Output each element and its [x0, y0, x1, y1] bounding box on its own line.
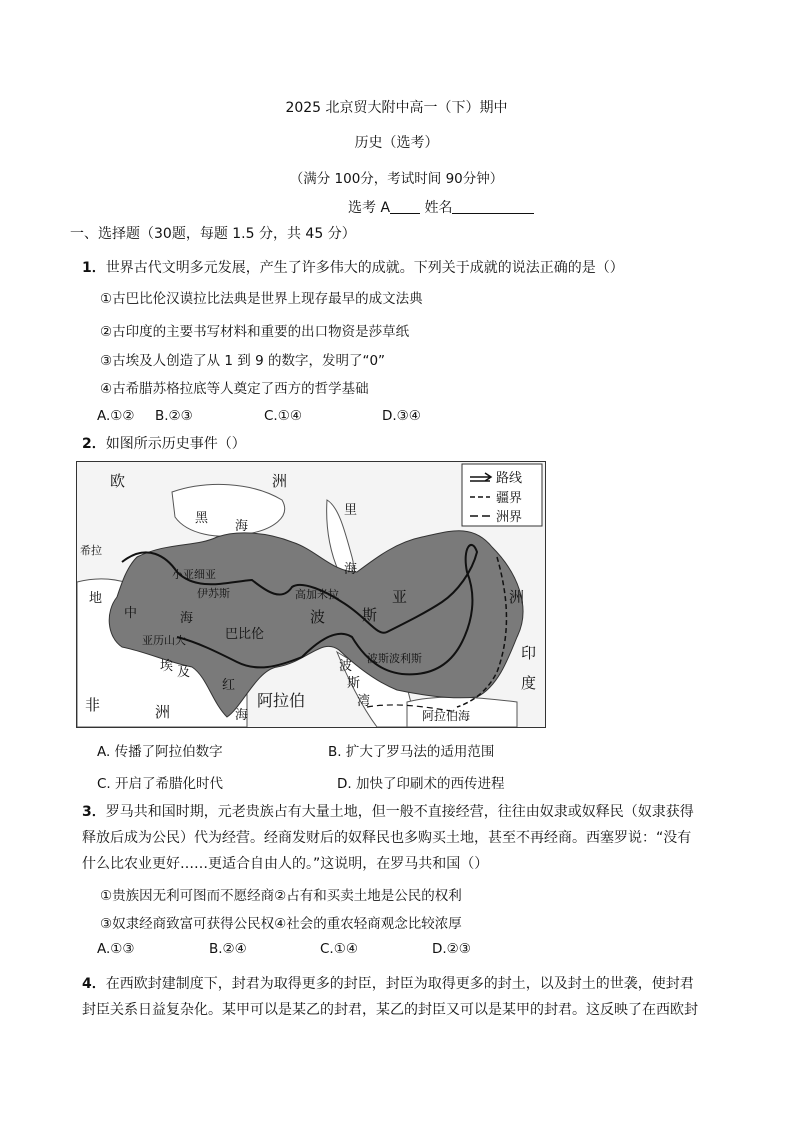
name-blank: [452, 199, 534, 214]
q1-text: 世界古代文明多元发展，产生了许多伟大的成就。下列关于成就的说法正确的是（）: [105, 260, 624, 276]
q1-choice-d: D.③④: [382, 408, 421, 424]
label-hai4: 海: [235, 708, 249, 723]
q2-number: 2．: [82, 436, 106, 452]
legend-route-label: 路线: [496, 471, 523, 486]
label-yisusi: 伊苏斯: [197, 587, 230, 600]
q1-item-3: ③古埃及人创造了从 1 到 9 的数字，发明了“0”: [100, 353, 386, 369]
label-alabo: 阿拉伯: [257, 691, 306, 710]
candidate-blank: [390, 199, 420, 214]
q1-item-2: ②古印度的主要书写材料和重要的出口物资是莎草纸: [100, 324, 410, 340]
exam-title: 2025 北京贸大附中高一（下）期中: [285, 100, 508, 116]
q1-stem: [82, 254, 624, 282]
q2-stem: [82, 430, 246, 458]
exam-note: （满分 100分，考试时间 90分钟）: [289, 171, 504, 187]
label-bo2: 波: [339, 659, 353, 674]
q1-item-4: ④古希腊苏格拉底等人奠定了西方的哲学基础: [100, 381, 369, 397]
label-zhou1: 洲: [272, 472, 288, 490]
label-du: 度: [521, 674, 537, 692]
label-alabohai: 阿拉伯海: [422, 709, 471, 723]
label-zhou3: 洲: [155, 703, 171, 721]
label-gaojia: 高加米拉: [295, 588, 339, 601]
q1-choice-b: B.②③: [155, 408, 193, 424]
label-hai1: 海: [235, 519, 249, 534]
label-ai: 埃: [160, 659, 174, 674]
q3-choice-c: C.①④: [320, 941, 358, 957]
label-hei: 黑: [195, 511, 209, 526]
label-hong: 红: [222, 678, 236, 693]
q1-item-1: ①古巴比伦汉谟拉比法典是世界上现存最早的成文法典: [100, 291, 423, 307]
label-yin: 印: [521, 644, 537, 662]
label-fei: 非: [85, 696, 101, 714]
exam-subject: 历史（选考）: [354, 135, 439, 151]
label-di: 地: [89, 591, 103, 606]
label-ya: 亚: [392, 588, 408, 606]
label-hai2: 海: [344, 562, 358, 577]
q3-item-1: ①贵族因无利可图而不愿经商②占有和买卖土地是公民的权利: [100, 888, 462, 904]
section-heading: 一、选择题（30题，每题 1.5 分，共 45 分）: [70, 226, 356, 242]
q3-choice-b: B.②④: [209, 941, 247, 957]
label-li: 里: [344, 503, 358, 518]
candidate-line: [348, 197, 534, 217]
map-svg: [77, 462, 545, 727]
q3-text: 罗马共和国时期，元老贵族占有大量土地，但一般不直接经营，往往由奴隶或奴释民（奴隶获得释放后成为公民）代为经营。经商发财后的奴释民也多购买土地，甚至不再经商。西塞罗说：“没有什么比农业更好……更适合自由人的。”这说明，在罗马共和国（）: [82, 804, 694, 872]
q2-option-d: D. 加快了印刷术的西传进程: [337, 776, 505, 792]
label-babilun: 巴比伦: [225, 627, 265, 642]
label-ji: 及: [177, 665, 191, 680]
q4-number: 4．: [82, 976, 106, 992]
q3-stem: [82, 799, 702, 877]
q3-item-2: ③奴隶经商致富可获得公民权④社会的重农轻商观念比较浓厚: [100, 916, 462, 932]
q2-option-a: A. 传播了阿拉伯数字: [97, 744, 223, 760]
label-bosi-city: 波斯波利斯: [367, 652, 422, 665]
label-xiala: 希拉: [80, 544, 102, 557]
label-si2: 斯: [347, 676, 361, 691]
candidate-prefix: 选考 A: [348, 200, 391, 216]
q4-stem: [82, 971, 702, 1023]
label-zhong: 中: [124, 606, 138, 621]
q2-option-c: C. 开启了希腊化时代: [97, 776, 224, 792]
label-zhou2: 洲: [509, 588, 525, 606]
label-xiaoya: 小亚细亚: [172, 568, 216, 581]
label-si: 斯: [362, 606, 378, 624]
q1-choice-c: C.①④: [264, 408, 302, 424]
q3-choice-d: D.②③: [432, 941, 471, 957]
q1-number: 1．: [82, 260, 106, 276]
label-wan: 湾: [357, 694, 371, 709]
name-label: 姓名: [424, 200, 453, 216]
legend-continent-label: 洲界: [496, 510, 523, 525]
legend-border-label: 疆界: [496, 491, 523, 506]
label-ou: 欧: [110, 472, 126, 490]
q3-choice-a: A.①③: [97, 941, 135, 957]
q2-text: 如图所示历史事件（）: [105, 436, 246, 452]
label-bo: 波: [310, 608, 326, 626]
q4-text: 在西欧封建制度下，封君为取得更多的封臣，封臣为取得更多的封土，以及封土的世袭，使封君封臣关系日益复杂化。某甲可以是某乙的封君，某乙的封臣又可以是某甲的封君。这反映了在西欧封: [82, 976, 698, 1018]
alexander-campaign-map: [76, 461, 546, 728]
q2-option-b: B. 扩大了罗马法的适用范围: [328, 744, 495, 760]
q3-number: 3．: [82, 804, 106, 820]
label-yalishanda: 亚历山大: [142, 634, 186, 647]
label-hai3: 海: [180, 611, 194, 626]
q1-choice-a: A.①②: [97, 408, 135, 424]
